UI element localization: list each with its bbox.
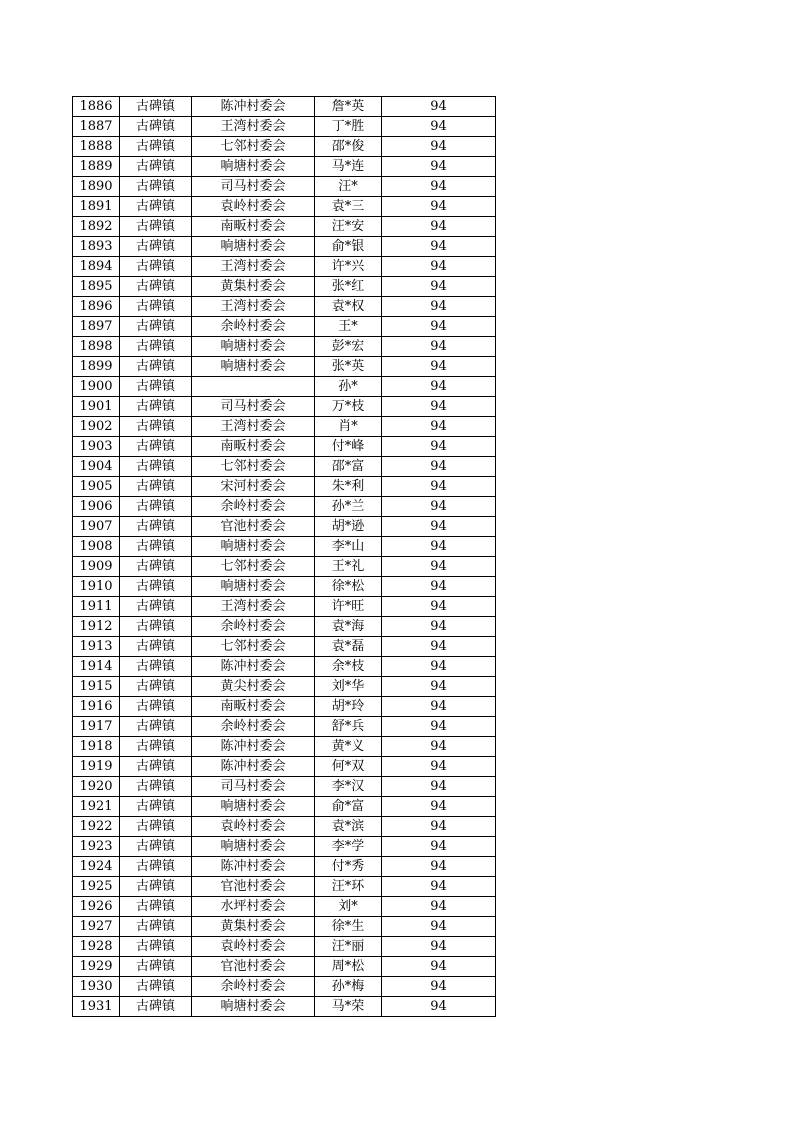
cell-number: 1895 [73,277,120,297]
table-row [73,937,496,957]
cell-town: 古碑镇 [120,377,192,397]
cell-name: 徐*生 [315,917,382,937]
cell-number: 1925 [73,877,120,897]
table-row [73,177,496,197]
cell-town: 古碑镇 [120,877,192,897]
cell-score: 94 [382,377,496,397]
cell-score: 94 [382,857,496,877]
cell-village: 余岭村委会 [192,317,315,337]
cell-number: 1913 [73,637,120,657]
cell-village: 宋河村委会 [192,477,315,497]
table-body [73,97,496,1017]
cell-name: 汪*丽 [315,937,382,957]
cell-score: 94 [382,557,496,577]
cell-name: 舒*兵 [315,717,382,737]
cell-town: 古碑镇 [120,797,192,817]
table-row [73,817,496,837]
cell-town: 古碑镇 [120,177,192,197]
cell-name: 孙* [315,377,382,397]
table-row [73,317,496,337]
cell-village: 司马村委会 [192,177,315,197]
cell-village: 七邻村委会 [192,457,315,477]
cell-village: 王湾村委会 [192,597,315,617]
table-row [73,957,496,977]
cell-name: 孙*梅 [315,977,382,997]
cell-village: 王湾村委会 [192,417,315,437]
cell-number: 1921 [73,797,120,817]
cell-number: 1919 [73,757,120,777]
cell-name: 朱*利 [315,477,382,497]
cell-name: 付*秀 [315,857,382,877]
cell-village: 余岭村委会 [192,497,315,517]
cell-score: 94 [382,337,496,357]
cell-village: 南畈村委会 [192,437,315,457]
cell-number: 1912 [73,617,120,637]
cell-score: 94 [382,637,496,657]
cell-number: 1899 [73,357,120,377]
cell-score: 94 [382,657,496,677]
cell-score: 94 [382,437,496,457]
cell-number: 1911 [73,597,120,617]
cell-town: 古碑镇 [120,837,192,857]
table-row [73,517,496,537]
table-row [73,437,496,457]
cell-town: 古碑镇 [120,197,192,217]
cell-name: 詹*英 [315,97,382,117]
cell-name: 彭*宏 [315,337,382,357]
cell-town: 古碑镇 [120,657,192,677]
cell-village: 响塘村委会 [192,837,315,857]
cell-town: 古碑镇 [120,817,192,837]
cell-score: 94 [382,997,496,1017]
cell-number: 1909 [73,557,120,577]
cell-score: 94 [382,517,496,537]
cell-score: 94 [382,717,496,737]
cell-village: 陈冲村委会 [192,737,315,757]
cell-name: 袁*磊 [315,637,382,657]
cell-name: 汪*安 [315,217,382,237]
cell-number: 1896 [73,297,120,317]
cell-village: 响塘村委会 [192,357,315,377]
cell-village: 黄尖村委会 [192,677,315,697]
table-row [73,237,496,257]
cell-village: 响塘村委会 [192,577,315,597]
cell-score: 94 [382,397,496,417]
cell-village: 水坪村委会 [192,897,315,917]
cell-number: 1907 [73,517,120,537]
cell-village [192,377,315,397]
cell-town: 古碑镇 [120,757,192,777]
cell-number: 1893 [73,237,120,257]
table-row [73,377,496,397]
table-row [73,297,496,317]
cell-village: 南畈村委会 [192,217,315,237]
cell-score: 94 [382,957,496,977]
table-row [73,837,496,857]
cell-town: 古碑镇 [120,477,192,497]
cell-name: 余*枝 [315,657,382,677]
cell-score: 94 [382,697,496,717]
cell-score: 94 [382,917,496,937]
cell-town: 古碑镇 [120,337,192,357]
cell-town: 古碑镇 [120,977,192,997]
cell-town: 古碑镇 [120,217,192,237]
table-row [73,717,496,737]
cell-score: 94 [382,877,496,897]
cell-village: 陈冲村委会 [192,97,315,117]
cell-town: 古碑镇 [120,557,192,577]
cell-name: 万*枝 [315,397,382,417]
cell-town: 古碑镇 [120,917,192,937]
cell-name: 俞*富 [315,797,382,817]
cell-number: 1905 [73,477,120,497]
table-row [73,217,496,237]
cell-village: 袁岭村委会 [192,817,315,837]
cell-name: 张*英 [315,357,382,377]
cell-score: 94 [382,677,496,697]
cell-village: 响塘村委会 [192,997,315,1017]
cell-number: 1928 [73,937,120,957]
cell-number: 1902 [73,417,120,437]
table-row [73,977,496,997]
cell-town: 古碑镇 [120,737,192,757]
cell-name: 胡*玲 [315,697,382,717]
cell-name: 周*松 [315,957,382,977]
cell-town: 古碑镇 [120,497,192,517]
cell-village: 陈冲村委会 [192,657,315,677]
cell-town: 古碑镇 [120,317,192,337]
cell-score: 94 [382,597,496,617]
table-row [73,877,496,897]
cell-town: 古碑镇 [120,117,192,137]
table-row [73,337,496,357]
cell-town: 古碑镇 [120,97,192,117]
table-row [73,757,496,777]
cell-name: 邵*富 [315,457,382,477]
table-row [73,857,496,877]
cell-village: 司马村委会 [192,397,315,417]
cell-town: 古碑镇 [120,957,192,977]
cell-town: 古碑镇 [120,717,192,737]
cell-number: 1891 [73,197,120,217]
cell-number: 1908 [73,537,120,557]
cell-name: 付*峰 [315,437,382,457]
table-row [73,617,496,637]
cell-number: 1901 [73,397,120,417]
cell-number: 1887 [73,117,120,137]
table-row [73,897,496,917]
cell-village: 余岭村委会 [192,717,315,737]
cell-score: 94 [382,777,496,797]
table-row [73,277,496,297]
cell-score: 94 [382,837,496,857]
cell-name: 肖* [315,417,382,437]
cell-number: 1926 [73,897,120,917]
table-row [73,137,496,157]
cell-town: 古碑镇 [120,577,192,597]
cell-name: 俞*银 [315,237,382,257]
cell-village: 七邻村委会 [192,557,315,577]
cell-town: 古碑镇 [120,257,192,277]
cell-village: 黄集村委会 [192,277,315,297]
cell-town: 古碑镇 [120,157,192,177]
table-row [73,497,496,517]
table-row [73,737,496,757]
cell-score: 94 [382,457,496,477]
cell-name: 王* [315,317,382,337]
cell-name: 袁*三 [315,197,382,217]
cell-village: 王湾村委会 [192,117,315,137]
cell-town: 古碑镇 [120,417,192,437]
cell-town: 古碑镇 [120,357,192,377]
cell-number: 1886 [73,97,120,117]
cell-number: 1894 [73,257,120,277]
cell-score: 94 [382,897,496,917]
cell-name: 李*汉 [315,777,382,797]
cell-village: 余岭村委会 [192,977,315,997]
cell-number: 1888 [73,137,120,157]
table-row [73,577,496,597]
cell-number: 1915 [73,677,120,697]
table-row [73,597,496,617]
cell-village: 响塘村委会 [192,157,315,177]
cell-name: 刘*华 [315,677,382,697]
cell-town: 古碑镇 [120,697,192,717]
cell-village: 响塘村委会 [192,337,315,357]
table-row [73,97,496,117]
table-row [73,557,496,577]
cell-name: 汪* [315,177,382,197]
cell-score: 94 [382,537,496,557]
cell-village: 王湾村委会 [192,257,315,277]
cell-score: 94 [382,817,496,837]
cell-number: 1922 [73,817,120,837]
table-row [73,117,496,137]
table-row [73,677,496,697]
cell-score: 94 [382,577,496,597]
cell-name: 马*荣 [315,997,382,1017]
cell-name: 李*学 [315,837,382,857]
cell-name: 孙*兰 [315,497,382,517]
cell-village: 袁岭村委会 [192,937,315,957]
cell-town: 古碑镇 [120,397,192,417]
table-row [73,197,496,217]
cell-number: 1890 [73,177,120,197]
cell-name: 何*双 [315,757,382,777]
cell-score: 94 [382,937,496,957]
table-row [73,417,496,437]
cell-name: 袁*权 [315,297,382,317]
cell-score: 94 [382,257,496,277]
cell-town: 古碑镇 [120,457,192,477]
cell-village: 响塘村委会 [192,237,315,257]
cell-number: 1917 [73,717,120,737]
cell-name: 刘* [315,897,382,917]
cell-number: 1900 [73,377,120,397]
cell-number: 1923 [73,837,120,857]
cell-town: 古碑镇 [120,297,192,317]
cell-village: 响塘村委会 [192,537,315,557]
cell-score: 94 [382,317,496,337]
cell-village: 官池村委会 [192,877,315,897]
cell-name: 马*连 [315,157,382,177]
cell-name: 邵*俊 [315,137,382,157]
cell-number: 1931 [73,997,120,1017]
cell-name: 张*红 [315,277,382,297]
cell-score: 94 [382,157,496,177]
cell-village: 袁岭村委会 [192,197,315,217]
cell-number: 1904 [73,457,120,477]
cell-score: 94 [382,357,496,377]
table-row [73,157,496,177]
cell-number: 1920 [73,777,120,797]
cell-village: 官池村委会 [192,517,315,537]
cell-score: 94 [382,797,496,817]
cell-town: 古碑镇 [120,537,192,557]
cell-score: 94 [382,237,496,257]
cell-name: 袁*海 [315,617,382,637]
cell-number: 1927 [73,917,120,937]
cell-town: 古碑镇 [120,277,192,297]
cell-score: 94 [382,757,496,777]
cell-village: 七邻村委会 [192,637,315,657]
cell-score: 94 [382,137,496,157]
cell-score: 94 [382,177,496,197]
cell-number: 1906 [73,497,120,517]
cell-score: 94 [382,417,496,437]
cell-village: 黄集村委会 [192,917,315,937]
cell-village: 官池村委会 [192,957,315,977]
data-table [72,96,496,1017]
cell-town: 古碑镇 [120,677,192,697]
table-row [73,657,496,677]
cell-number: 1903 [73,437,120,457]
cell-town: 古碑镇 [120,137,192,157]
cell-number: 1889 [73,157,120,177]
table-row [73,637,496,657]
cell-score: 94 [382,617,496,637]
cell-number: 1916 [73,697,120,717]
cell-score: 94 [382,477,496,497]
table-row [73,797,496,817]
cell-name: 许*兴 [315,257,382,277]
cell-village: 王湾村委会 [192,297,315,317]
cell-number: 1918 [73,737,120,757]
cell-town: 古碑镇 [120,237,192,257]
table-row [73,697,496,717]
cell-name: 丁*胜 [315,117,382,137]
cell-name: 汪*环 [315,877,382,897]
table-row [73,997,496,1017]
cell-name: 许*旺 [315,597,382,617]
cell-score: 94 [382,737,496,757]
cell-town: 古碑镇 [120,637,192,657]
cell-number: 1892 [73,217,120,237]
table-row [73,477,496,497]
cell-village: 司马村委会 [192,777,315,797]
table-row [73,777,496,797]
cell-name: 徐*松 [315,577,382,597]
cell-town: 古碑镇 [120,777,192,797]
cell-town: 古碑镇 [120,597,192,617]
cell-number: 1910 [73,577,120,597]
cell-name: 袁*滨 [315,817,382,837]
cell-town: 古碑镇 [120,517,192,537]
cell-village: 七邻村委会 [192,137,315,157]
cell-town: 古碑镇 [120,937,192,957]
cell-name: 胡*逊 [315,517,382,537]
cell-number: 1924 [73,857,120,877]
cell-town: 古碑镇 [120,897,192,917]
cell-village: 陈冲村委会 [192,857,315,877]
cell-number: 1898 [73,337,120,357]
cell-number: 1929 [73,957,120,977]
table-row [73,257,496,277]
table-row [73,537,496,557]
cell-score: 94 [382,297,496,317]
cell-score: 94 [382,277,496,297]
cell-number: 1930 [73,977,120,997]
cell-name: 李*山 [315,537,382,557]
table-row [73,917,496,937]
table-row [73,357,496,377]
cell-score: 94 [382,977,496,997]
cell-town: 古碑镇 [120,997,192,1017]
cell-village: 余岭村委会 [192,617,315,637]
cell-village: 陈冲村委会 [192,757,315,777]
cell-village: 响塘村委会 [192,797,315,817]
cell-score: 94 [382,217,496,237]
cell-score: 94 [382,97,496,117]
table-row [73,397,496,417]
cell-village: 南畈村委会 [192,697,315,717]
cell-number: 1914 [73,657,120,677]
cell-town: 古碑镇 [120,617,192,637]
cell-score: 94 [382,117,496,137]
cell-number: 1897 [73,317,120,337]
cell-name: 黄*义 [315,737,382,757]
table-row [73,457,496,477]
cell-score: 94 [382,197,496,217]
cell-town: 古碑镇 [120,437,192,457]
cell-town: 古碑镇 [120,857,192,877]
cell-score: 94 [382,497,496,517]
cell-name: 王*礼 [315,557,382,577]
